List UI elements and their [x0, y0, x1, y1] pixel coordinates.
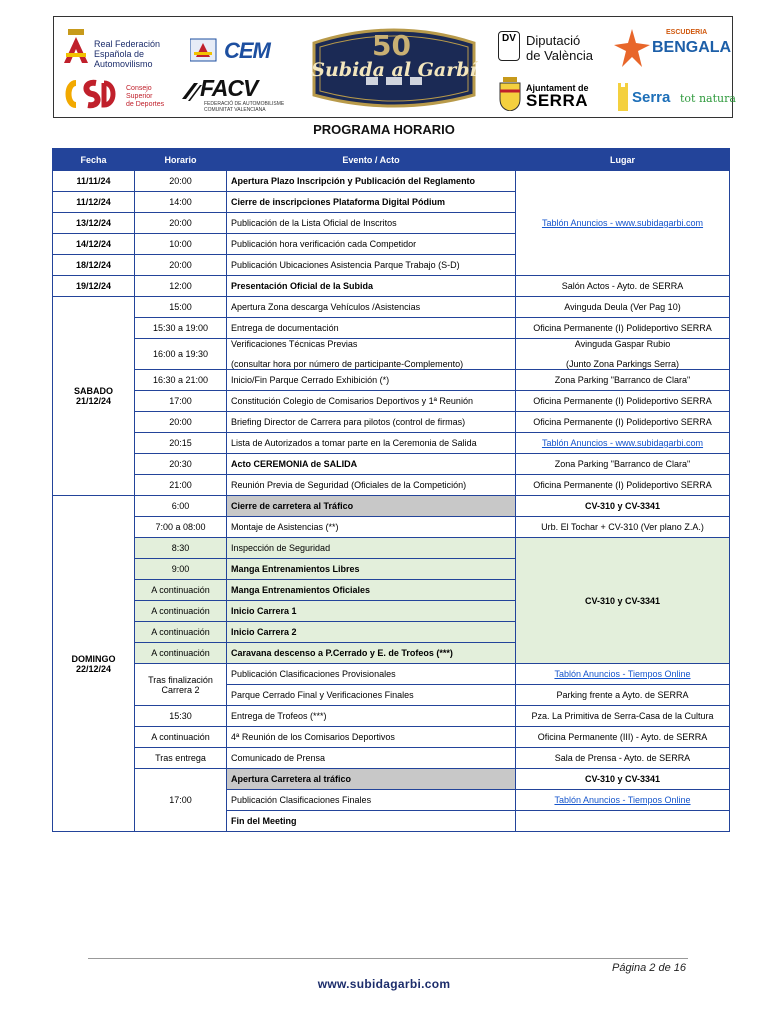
header-evento: Evento / Acto	[227, 149, 516, 171]
table-row: A continuación Inicio Carrera 2	[53, 622, 730, 643]
table-row: A continuación Manga Entrenamientos Oficiales	[53, 580, 730, 601]
table-row: 7:00 a 08:00 Montaje de Asistencias (**) Urb. El Tochar + CV-310 (Ver plano Z.A.)	[53, 517, 730, 538]
table-row: 9:00 Manga Entrenamientos Libres	[53, 559, 730, 580]
table-row: SABADO 21/12/24 15:00 Apertura Zona descarga Vehículos /Asistencias Avinguda Deula (Ver Pag 10)	[53, 297, 730, 318]
table-row: Fin del Meeting	[53, 811, 730, 832]
subida-garbi-badge: 50 Subida al Garbí	[306, 23, 482, 109]
table-row: Tras finalización Carrera 2 Publicación Clasificaciones Provisionales Tablón Anuncios - Tiempos Online	[53, 664, 730, 685]
tablon-link[interactable]: Tablón Anuncios - www.subidagarbi.com	[541, 218, 704, 228]
table-row: 21:00 Reunión Previa de Seguridad (Oficiales de la Competición) Oficina Permanente (I) Polideportivo SERRA	[53, 475, 730, 496]
footer-divider	[88, 958, 688, 959]
page-number: Página 2 de 16	[611, 962, 686, 974]
table-row: 14/12/24 10:00 Publicación hora verificación cada Competidor	[53, 234, 730, 255]
table-row: A continuación Caravana descenso a P.Cerrado y E. de Trofeos (***)	[53, 643, 730, 664]
schedule-table	[52, 148, 730, 832]
date-domingo: DOMINGO 22/12/24	[53, 496, 135, 832]
table-row: A continuación 4ª Reunión de los Comisarios Deportivos Oficina Permanente (III) - Ayto. de SERRA	[53, 727, 730, 748]
tiempos-online-link[interactable]: Tablón Anuncios - Tiempos Online	[554, 795, 691, 805]
table-row: 17:00 Apertura Carretera al tráfico CV-310 y CV-3341	[53, 769, 730, 790]
table-row: 16:30 a 21:00 Inicio/Fin Parque Cerrado Exhibición (*) Zona Parking "Barranco de Clara"	[53, 370, 730, 391]
table-row: Publicación Clasificaciones Finales Tablón Anuncios - Tiempos Online	[53, 790, 730, 811]
header-horario: Horario	[135, 149, 227, 171]
table-row: 16:00 a 19:30 Verificaciones Técnicas Previas (consultar hora por número de participante-Complemento) Avinguda Gaspar Rubio (Junto Zona Parkings Serra)	[53, 339, 730, 370]
bengala-star-icon	[612, 27, 652, 69]
facv-logo: FACV FEDERACIÓ DE AUTOMOBILISME COMUNITAT VALENCIANA	[182, 79, 292, 113]
table-row: A continuación Inicio Carrera 1	[53, 601, 730, 622]
table-header-row	[53, 149, 730, 171]
table-row: 11/11/24 20:00 Apertura Plazo Inscripción y Publicación del Reglamento Tablón Anuncios - www.subidagarbi.com	[53, 171, 730, 192]
table-row: 8:30 Inspección de Seguridad CV-310 y CV-3341	[53, 538, 730, 559]
table-row: 15:30 a 19:00 Entrega de documentación Oficina Permanente (I) Polideportivo SERRA	[53, 318, 730, 339]
table-row: DOMINGO 22/12/24 6:00 Cierre de carretera al Tráfico CV-310 y CV-3341	[53, 496, 730, 517]
facv-stripes-icon	[182, 81, 202, 103]
table-row: 15:30 Entrega de Trofeos (***) Pza. La Primitiva de Serra-Casa de la Cultura	[53, 706, 730, 727]
table-row: Tras entrega Comunicado de Prensa Sala de Prensa - Ayto. de SERRA	[53, 748, 730, 769]
table-row: 13/12/24 20:00 Publicación de la Lista Oficial de Inscritos	[53, 213, 730, 234]
header-lugar: Lugar	[516, 149, 730, 171]
header-fecha: Fecha	[53, 149, 135, 171]
table-row: 11/12/24 14:00 Cierre de inscripciones Plataforma Digital Pódium	[53, 192, 730, 213]
tiempos-online-link[interactable]: Tablón Anuncios - Tiempos Online	[554, 669, 691, 679]
rfeda-text: Real Federación Española de Automovilismo	[94, 39, 161, 69]
csd-text: Consejo Superior de Deportes	[126, 85, 165, 108]
sponsor-logo-banner: Real Federación Española de Automovilismo CEM Consejo Superior de Deportes FACV FEDERACIÓ DE AUTOMOBILISME COMUNITAT VALENCIANA 50 Subida al Garbí DV Diputació de València ESCUDERIA BENGALA Ajuntament de SERRA Serra tot natura	[53, 16, 733, 118]
cem-logo: CEM	[190, 37, 285, 65]
bengala-logo: ESCUDERIA BENGALA	[612, 25, 730, 71]
table-row: 19/12/24 12:00 Presentación Oficial de la Subida Salón Actos - Ayto. de SERRA	[53, 276, 730, 297]
footer-website-link[interactable]: www.subidagarbi.com	[317, 977, 451, 991]
tablon-link[interactable]: Tablón Anuncios - www.subidagarbi.com	[541, 438, 704, 448]
rfeda-crown-icon	[62, 29, 90, 63]
cem-emblem-icon	[190, 37, 220, 63]
table-row: 17:00 Constitución Colegio de Comisarios Deportivos y 1ª Reunión Oficina Permanente (I) Polideportivo SERRA	[53, 391, 730, 412]
serra-shield-icon	[498, 77, 522, 111]
table-row: 18/12/24 20:00 Publicación Ubicaciones Asistencia Parque Trabajo (S-D)	[53, 255, 730, 276]
table-row: 20:30 Acto CEREMONIA de SALIDA Zona Parking "Barranco de Clara"	[53, 454, 730, 475]
page-title: PROGRAMA HORARIO	[313, 122, 455, 137]
date-sabado: SABADO 21/12/24	[53, 297, 135, 496]
serra-tower-icon	[616, 83, 630, 111]
table-row: 20:00 Briefing Director de Carrera para pilotos (control de firmas) Oficina Permanente (I) Polideportivo SERRA	[53, 412, 730, 433]
table-row: Parque Cerrado Final y Verificaciones Finales Parking frente a Ayto. de SERRA	[53, 685, 730, 706]
table-row: 20:15 Lista de Autorizados a tomar parte en la Ceremonia de Salida Tablón Anuncios - www.subidagarbi.com	[53, 433, 730, 454]
csd-mark-icon	[62, 79, 118, 109]
